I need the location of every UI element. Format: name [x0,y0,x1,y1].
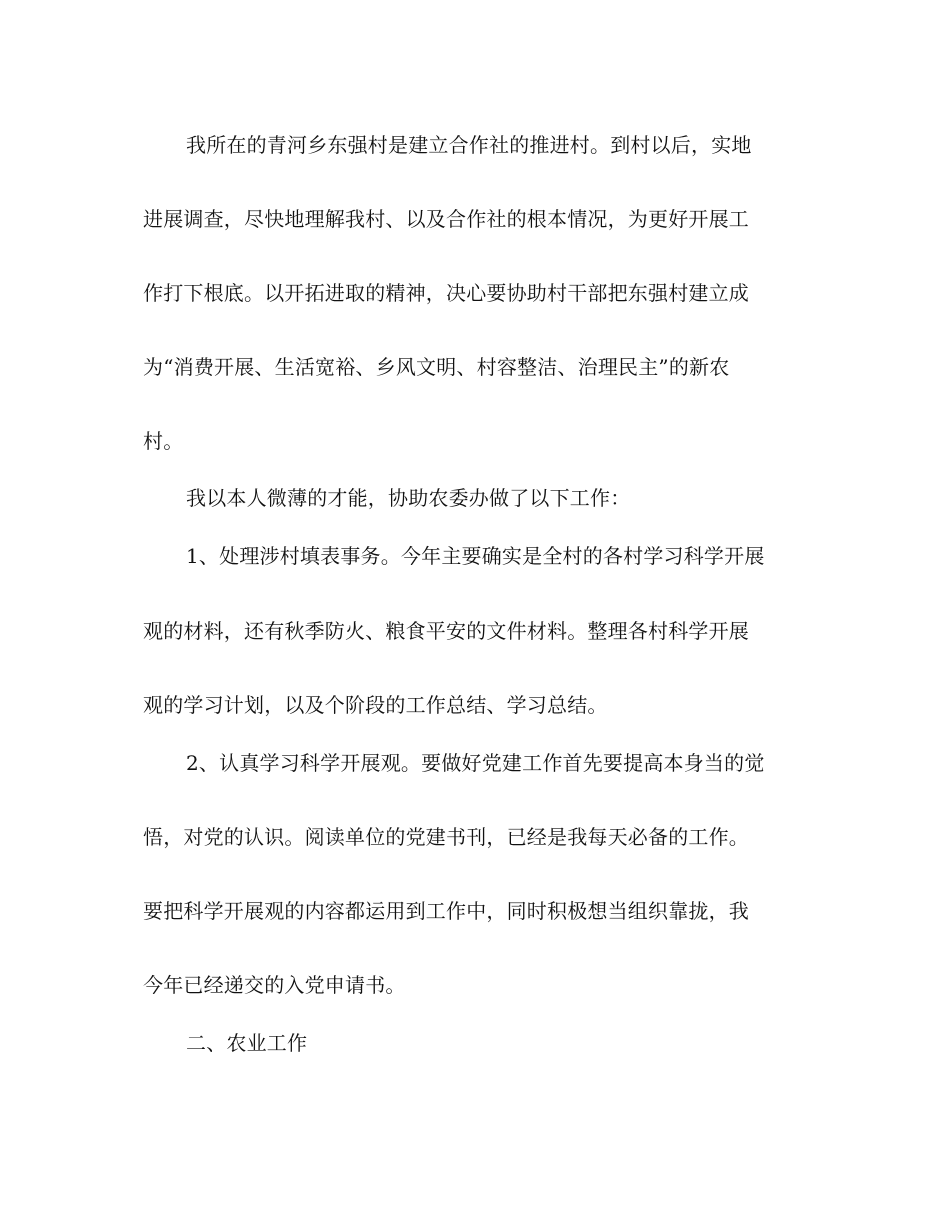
paragraph-2-line-1: 我以本人微薄的才能，协助农委办做了以下工作： [186,486,631,510]
list-item-2-line-3: 要把科学开展观的内容都运用到工作中，同时积极想当组织靠拢，我 [143,899,749,923]
list-item-2-line-2: 悟，对党的认识。阅读单位的党建书刊，已经是我每天必备的工作。 [143,825,749,849]
paragraph-1-line-5: 村。 [143,429,184,453]
paragraph-1-line-1: 我所在的青河乡东强村是建立合作社的推进村。到村以后，实地 [186,133,752,157]
list-item-2-line-4: 今年已经递交的入党申请书。 [143,973,406,997]
list-item-1-line-1: 1、处理涉村填表事务。今年主要确实是全村的各村学习科学开展 [186,544,765,568]
list-item-1-line-3: 观的学习计划，以及个阶段的工作总结、学习总结。 [143,693,608,717]
paragraph-1-line-4: 为“消费开展、生活宽裕、乡风文明、村容整洁、治理民主”的新农 [143,355,730,379]
section-heading-agriculture: 二、农业工作 [186,1031,308,1055]
paragraph-1-line-3: 作打下根底。以开拓进取的精神，决心要协助村干部把东强村建立成 [143,281,749,305]
list-item-2-line-1: 2、认真学习科学开展观。要做好党建工作首先要提高本身当的觉 [186,751,765,775]
paragraph-1-line-2: 进展调查，尽快地理解我村、以及合作社的根本情况，为更好开展工 [143,207,749,231]
list-item-1-line-2: 观的材料，还有秋季防火、粮食平安的文件材料。整理各村科学开展 [143,619,749,643]
